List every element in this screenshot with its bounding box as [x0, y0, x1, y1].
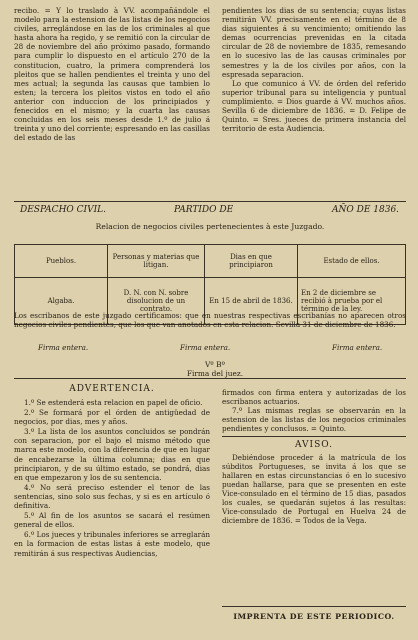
advertencia-item: 2.º Se formará por el órden de antigüedad de negocios, por dias, mes y años.	[14, 408, 210, 427]
top-left-text: recibo. = Y lo traslado à VV. acompañándole el modelo para la estension de las listas de los negocios civiles, arreglándose en las de los criminales al que hasta ahora ha regido, y se remitió con la circular de 28 de noviembre del año próximo pasado, formando para cumplir lo dispuesto en el artículo 270 de la constitucion, cuatro, la primera comprenderá los pleitos que se hallen pendientes el treinta y uno del mes actual; la segunda las causas que tambien lo esten; la tercera los pleitos vistos en todo el año anterior con induccion de los principiados y fenecidos en el mismo; y la cuarta las causas concluidas en los seis meses desde 1.º de julio á treinta y uno del corriente; espresando en las casillas del estado de las	[14, 6, 210, 143]
advertencia-item: 1.º Se estenderá esta relacion en papel de oficio.	[24, 398, 203, 407]
firma-3: Firma entera.	[332, 343, 383, 352]
top-right-text: pendientes los dias de su sentencia; cuyas listas remitirán VV. precisamente en el término de 8 dias siguientes á su vencimiento; omitiendo las demas ocurrencias prevenidas en la citada circular de 28 de noviembre de 1835, remesando en lo sucesivo las de las causas criminales por semestres y la de los civiles por años, con la espresada separacion.	[222, 6, 406, 79]
advertencia-item: 6.º Los jueces y tribunales inferiores se arreglarán en la formacion de estas listas á este modelo, que remitirán á sus respectivas Audiencias,	[14, 530, 210, 558]
divider-top	[14, 201, 406, 202]
header-dias: Dias en que principiaron	[205, 245, 298, 278]
despacho-civil-label: DESPACHO CIVIL.	[20, 205, 106, 215]
certificacion-text: Los escribanos de este juzgado certificamos: que en nuestras respectivas escribanías no aparecen otros negocios civiles pendientes, que los que van anotados en esta relacion. Sevilla 31 de diciembre de 1836.	[14, 311, 406, 329]
firma-juez: Firma del juez.	[186, 369, 244, 378]
cell-estado: En 2 de diciembre se recibió à prueba por el término de la ley.	[298, 278, 406, 325]
cell-personas: D. N. con N. sobre disolucion de un contrato.	[108, 278, 205, 325]
header-pueblos: Pueblos.	[15, 245, 108, 278]
advertencia-item-7: 7.º Las mismas reglas se observarán en la estension de las listas de los negocios criminales pendientes y conclusos. = Quinto.	[222, 406, 406, 434]
aviso-text: Debiéndose proceder á la matrícula de los súbditos Portugueses, se invita á los que se hallaren en estas circunstancias ó en lo sucesivo puedan hallarse, para que se presenten en este Vice-consulado en el término de 15 dias, pasados los cuales, se quedarán sujetos á las resultas: Vice-consulado de Portugal en Huelva 24 de diciembre de 1836. = Todos de la Vega.	[222, 452, 406, 526]
advertencia-item: 3.º La lista de los asuntos concluidos se pondrán con separacion, por el bajo el mismo método que marca este modelo, con la diferencia de que en lugar de encabezarse la última columna; dias en que principiaron, y de su último estado, se pondrá, dias en que empezaron y los de su sentencia.	[14, 427, 210, 482]
vb-label: Vº Bº	[204, 360, 226, 369]
cell-dias: En 15 de abril de 1836.	[205, 278, 298, 325]
header-estado: Estado de ellos.	[298, 245, 406, 278]
relacion-title: Relacion de negocios civiles pertenecientes à este Juzgado.	[95, 222, 325, 231]
visto-bueno	[180, 360, 250, 378]
cell-pueblo: Algaba.	[15, 278, 108, 325]
advertencia-item: 5.º Al fin de los asuntos se sacará el resúmen general de ellos.	[14, 511, 210, 530]
advertencia-title: ADVERTENCIA.	[69, 384, 155, 394]
advertencia-column	[14, 398, 210, 628]
firma-1: Firma entera.	[38, 343, 89, 352]
advertencia-continuation: firmados con firma entera y autorizadas de los escribanos actuarios.	[222, 388, 406, 407]
imprenta-footer: IMPRENTA DE ESTE PERIODICO.	[233, 612, 395, 621]
ano-label: AÑO DE 1836.	[332, 205, 400, 215]
top-right-column	[222, 6, 406, 186]
right-lower-column	[222, 388, 406, 525]
header-personas: Personas y materias que litigan.	[108, 245, 205, 278]
divider-imprenta	[222, 606, 406, 607]
firma-2: Firma entera.	[180, 343, 231, 352]
top-left-column	[14, 6, 210, 200]
partido-label: PARTIDO DE	[174, 205, 234, 215]
aviso-title: AVISO.	[295, 440, 333, 451]
top-right-text-2: Lo que comunico á VV. de órden del referido superior tribunal para su inteligencia y puntual cumplimiento. = Dios guarde á VV. muchos años. Sevilla 6 de diciembre de 1836. = D. Felipe de Quinto. = Sres. jueces de primera instancia del territorio de esta Audiencia.	[222, 78, 406, 134]
table-header-row	[15, 245, 406, 278]
divider-middle	[14, 378, 406, 379]
advertencia-item: 4.º No será preciso estender el tenor de las sentencias, sino solo sus fechas, y si es en artículo ó definitiva.	[14, 482, 210, 511]
divider-aviso	[222, 436, 406, 437]
